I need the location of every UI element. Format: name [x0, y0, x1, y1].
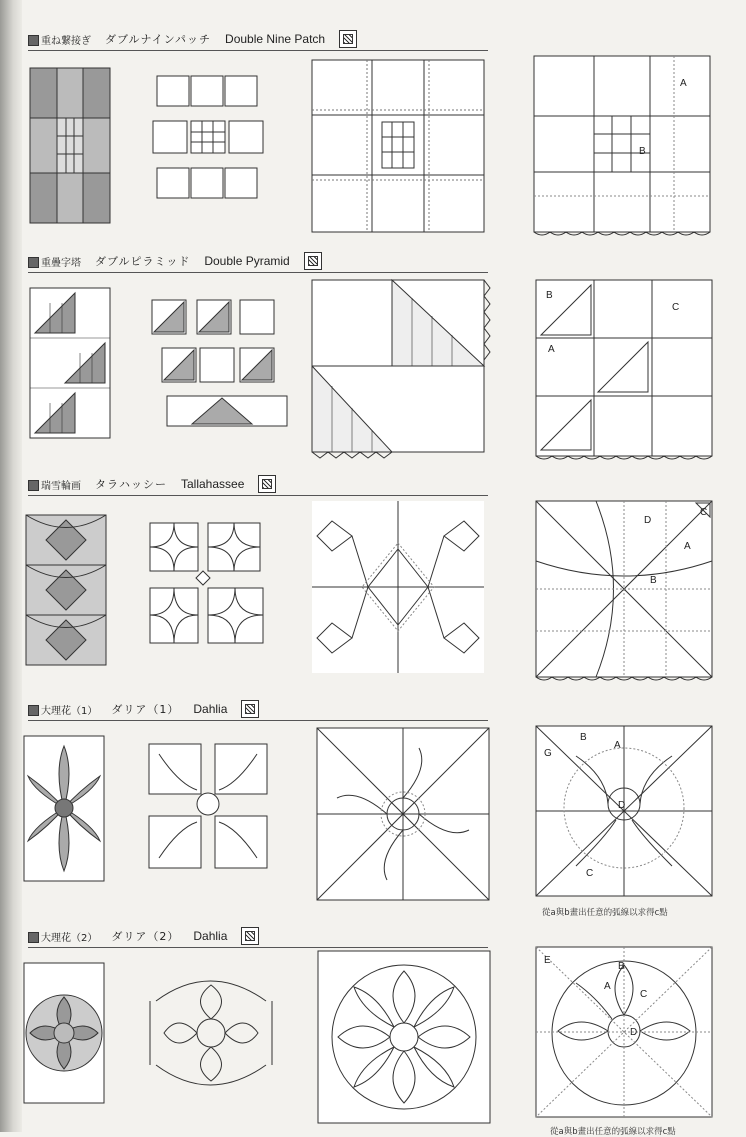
piece-label: A [680, 78, 687, 89]
piece-label: B [546, 290, 553, 301]
piece-label: B [618, 961, 625, 972]
block-header [28, 698, 488, 721]
jp-category: 大理花（2） [41, 932, 98, 944]
piece-label: B [650, 575, 657, 586]
piece-label: A [614, 740, 621, 751]
jp-name: ダブルピラミッド [95, 255, 191, 268]
seam-allowance-illustration [312, 280, 484, 452]
en-name: Double Nine Patch [225, 32, 326, 46]
finished-block-illustration [26, 515, 106, 665]
jp-category: 重疊字塔 [41, 257, 81, 269]
seam-allowance-illustration [318, 951, 490, 1123]
jp-category: 大理花（1） [41, 705, 98, 717]
difficulty-badge-icon [241, 927, 259, 945]
block-header [28, 925, 488, 948]
block-marker-icon [28, 480, 39, 491]
difficulty-badge-icon [304, 252, 322, 270]
block-header [28, 473, 488, 496]
template-illustration [536, 280, 712, 458]
piece-label: A [604, 981, 611, 992]
piece-label: B [639, 146, 646, 157]
jp-name: ダブルナインパッチ [105, 33, 212, 46]
exploded-pieces-illustration [150, 523, 270, 648]
block-marker-icon [28, 705, 39, 716]
block-double-pyramid [22, 250, 746, 465]
page-gutter [0, 0, 22, 1132]
block-double-nine-patch [22, 28, 746, 248]
jp-name: タラハッシー [95, 478, 167, 491]
piece-label: B [580, 732, 587, 743]
piece-label: C [640, 989, 648, 1000]
block-dahlia-2 [22, 925, 746, 1137]
piece-label: G [544, 748, 552, 759]
jp-name: ダリア（2） [111, 930, 180, 943]
piece-label: E [544, 955, 551, 966]
en-name: Tallahassee [181, 477, 245, 491]
piece-label: A [548, 344, 555, 355]
seam-allowance-illustration [317, 728, 489, 900]
en-name: Dahlia [193, 929, 228, 943]
block-dahlia-1 [22, 698, 746, 923]
finished-block-illustration [24, 963, 104, 1103]
exploded-pieces-illustration [150, 971, 272, 1095]
construction-caption: 從a與b畫出任意的弧線以求得c點 [550, 1127, 676, 1137]
en-name: Double Pyramid [204, 254, 290, 268]
difficulty-badge-icon [258, 475, 276, 493]
block-header [28, 28, 488, 51]
finished-block-illustration [30, 288, 110, 438]
piece-label: C [700, 507, 708, 518]
block-header [28, 250, 488, 273]
piece-label: A [684, 541, 691, 552]
piece-label: D [630, 1027, 638, 1038]
construction-caption: 從a與b畫出任意的弧線以求得c點 [542, 908, 668, 918]
jp-category: 重ね繋接ぎ [41, 35, 91, 47]
finished-block-illustration [30, 68, 110, 223]
block-tallahassee [22, 473, 746, 688]
template-illustration [534, 56, 710, 236]
jp-name: ダリア（1） [111, 703, 180, 716]
block-marker-icon [28, 257, 39, 268]
template-illustration [536, 947, 712, 1125]
block-marker-icon [28, 35, 39, 46]
jp-category: 瑞雪輪画 [41, 480, 81, 492]
seam-allowance-illustration [312, 501, 484, 673]
template-illustration [536, 501, 712, 681]
exploded-pieces-illustration [157, 76, 262, 201]
block-marker-icon [28, 932, 39, 943]
piece-label: C [672, 302, 680, 313]
exploded-pieces-illustration [149, 744, 269, 872]
seam-allowance-illustration [312, 60, 484, 232]
piece-label: D [618, 800, 626, 811]
piece-label: D [644, 515, 652, 526]
template-illustration [536, 726, 712, 900]
en-name: Dahlia [193, 702, 228, 716]
difficulty-badge-icon [339, 30, 357, 48]
difficulty-badge-icon [241, 700, 259, 718]
finished-block-illustration [24, 736, 104, 881]
piece-label: C [586, 868, 594, 879]
exploded-pieces-illustration [152, 300, 287, 430]
